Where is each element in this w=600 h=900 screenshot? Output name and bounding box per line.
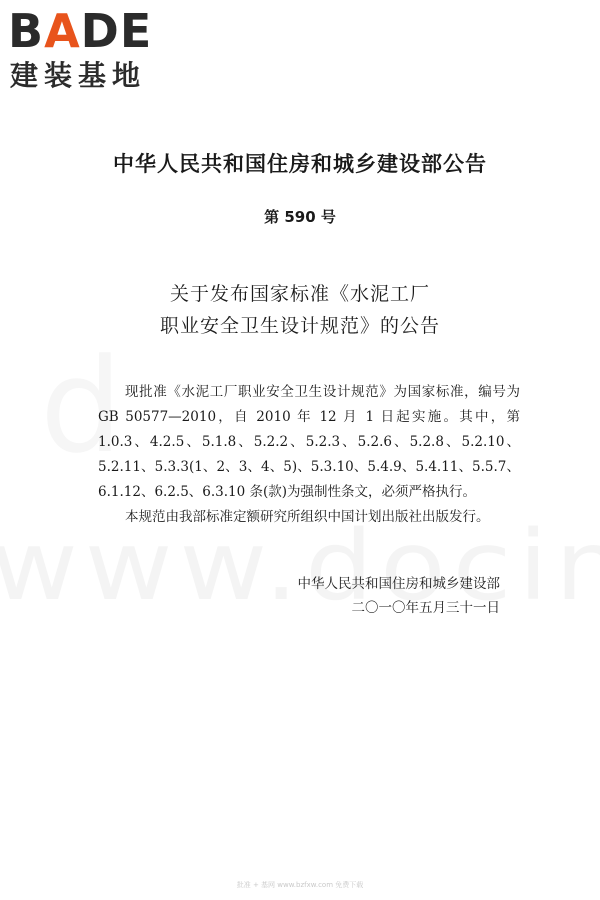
logo-letter-a-accent: A	[44, 4, 81, 58]
footer-note: 批准 + 基网 www.bzfxw.com 免费下载	[236, 881, 364, 889]
signature-block	[0, 572, 500, 620]
issue-date: 二〇一〇年五月三十一日	[351, 600, 500, 616]
subject-line-1: 关于发布国家标准《水泥工厂	[169, 283, 430, 305]
logo-letter-b: B	[8, 4, 45, 58]
bade-logo	[8, 6, 178, 98]
issuer-title: 中华人民共和国住房和城乡建设部公告	[113, 152, 487, 176]
logo-subtitle: 建装基地	[10, 59, 147, 92]
announcement-subject	[0, 278, 600, 342]
body-paragraph-1: 现批准《水泥工厂职业安全卫生设计规范》为国家标准，编号为 GB 50577—2010，自 2010 年 12 月 1 日起实施。其中，第 1.0.3、4.2.5、5.1.8、5.2.2、5.2.3、5.2.6、5.2.8、5.2.10、5.2.11、5.3.3(1、2、3、4、5)、5.3.10、5.4.9、5.4.11、5.5.7、6.1.12、6.2.5、6.3.10 条(款)为强制性条文，必须严格执行。	[98, 384, 520, 500]
subject-line-2: 职业安全卫生设计规范》的公告	[159, 315, 440, 337]
signatory: 中华人民共和国住房和城乡建设部	[297, 576, 500, 592]
announcement-number: 第 590 号	[264, 208, 336, 226]
logo-letters-de: DE	[80, 4, 153, 58]
announcement-body	[98, 380, 520, 530]
logo-wordmark	[8, 6, 152, 56]
body-paragraph-2: 本规范由我部标准定额研究所组织中国计划出版社出版发行。	[125, 509, 490, 525]
